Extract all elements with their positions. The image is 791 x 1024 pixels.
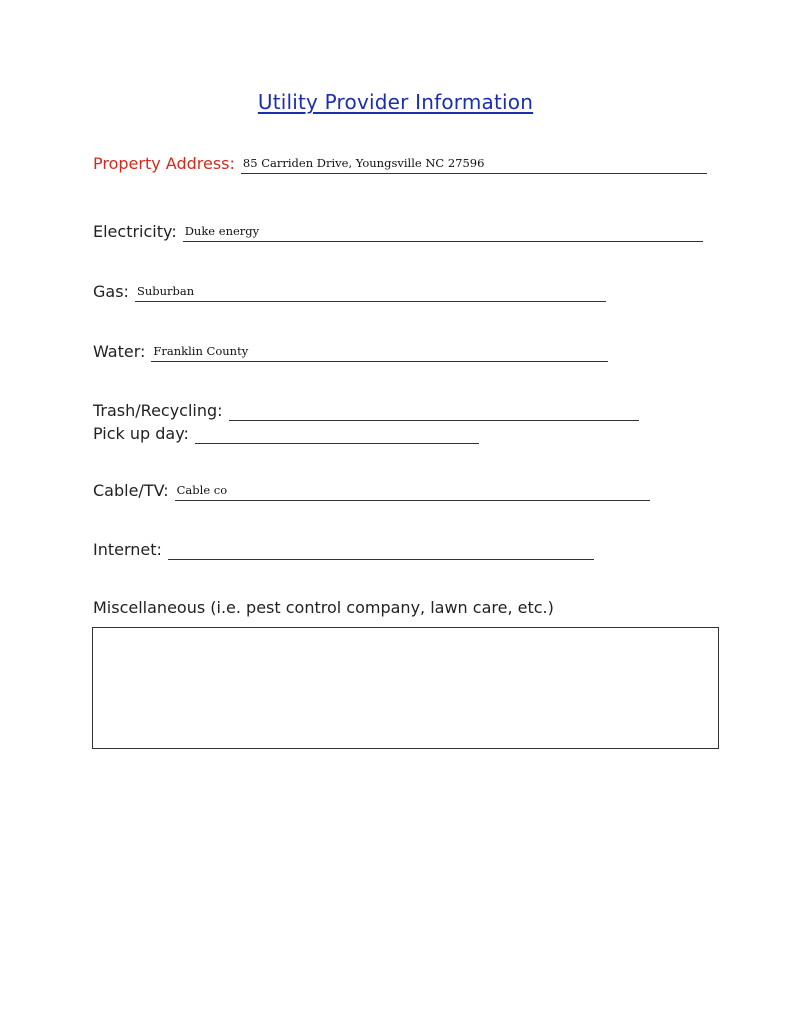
electricity-row <box>93 221 703 242</box>
property-address-row <box>93 153 707 174</box>
misc-textarea[interactable] <box>92 627 719 749</box>
gas-field[interactable] <box>135 281 606 302</box>
water-field[interactable] <box>151 341 608 362</box>
pickup-field[interactable] <box>195 423 479 444</box>
cable-label: Cable/TV: <box>93 481 169 500</box>
internet-label: Internet: <box>93 540 162 559</box>
water-value: Franklin County <box>153 344 249 358</box>
trash-row <box>93 400 639 421</box>
gas-value: Suburban <box>136 284 195 298</box>
internet-field[interactable] <box>168 539 594 560</box>
electricity-field[interactable] <box>183 221 703 242</box>
trash-label: Trash/Recycling: <box>93 401 223 420</box>
internet-row <box>93 539 594 560</box>
pickup-label: Pick up day: <box>93 424 189 443</box>
property-address-label: Property Address: <box>93 154 235 173</box>
cable-value: Cable co <box>176 483 228 497</box>
page-title: Utility Provider Information <box>257 90 534 114</box>
gas-row <box>93 281 606 302</box>
misc-label: Miscellaneous (i.e. pest control company, lawn care, etc.) <box>93 598 554 617</box>
electricity-value: Duke energy <box>184 224 260 238</box>
gas-label: Gas: <box>93 282 129 301</box>
property-address-value: 85 Carriden Drive, Youngsville NC 27596 <box>242 156 485 170</box>
property-address-field[interactable] <box>241 153 707 174</box>
cable-row <box>93 480 650 501</box>
cable-field[interactable] <box>175 480 650 501</box>
electricity-label: Electricity: <box>93 222 177 241</box>
trash-field[interactable] <box>229 400 639 421</box>
water-label: Water: <box>93 342 146 361</box>
water-row <box>93 341 608 362</box>
pickup-row <box>93 423 479 444</box>
